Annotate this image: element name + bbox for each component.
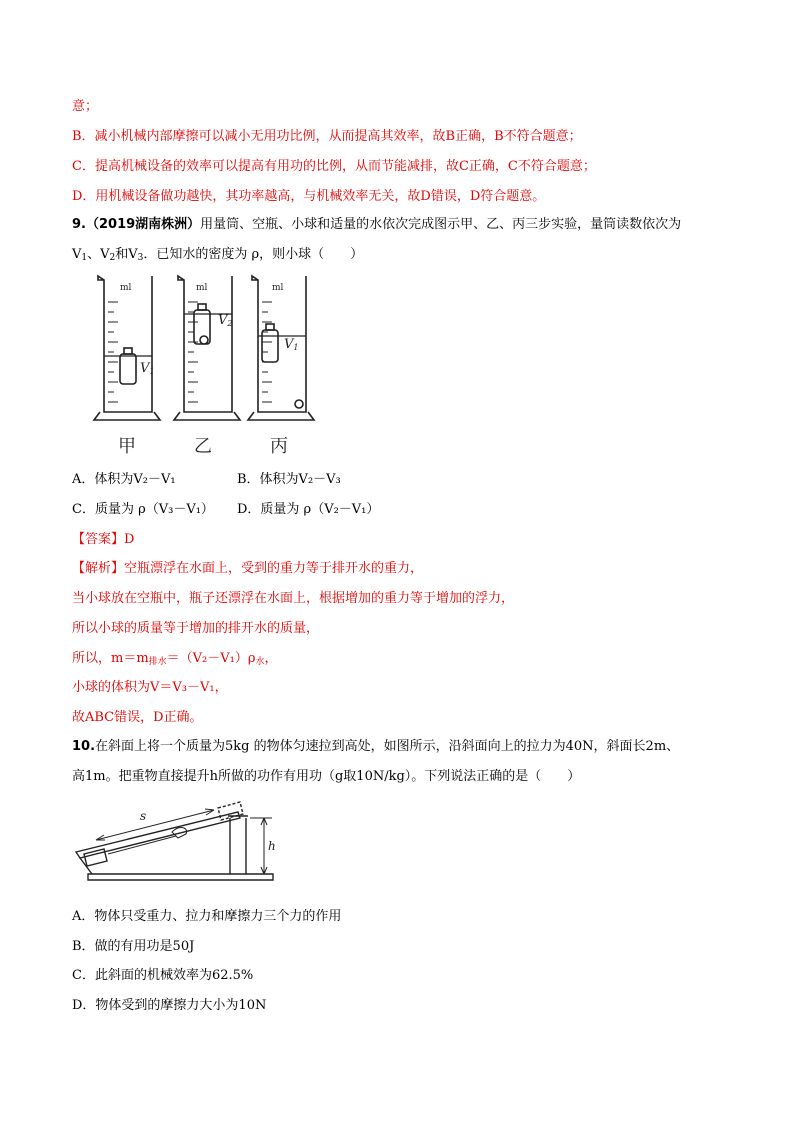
cylinder-jia (94, 276, 160, 420)
q9-option-a: A．体积为V₂－V₁ (72, 472, 176, 487)
q10-stem: 在斜面上将一个质量为5kg 的物体匀速拉到高处，如图所示，沿斜面向上的拉力为40N，斜面长2m、 (95, 739, 680, 754)
formula-part: 所以，m＝m (72, 651, 149, 666)
q9-analysis-2: 当小球放在空瓶中，瓶子还漂浮在水面上，根据增加的重力等于增加的浮力， (72, 591, 515, 606)
q9-option-c: C．质量为 ρ（V₃－V₁） (72, 502, 214, 517)
subscript: 排水 (148, 657, 167, 667)
subscript: 2 (109, 253, 116, 263)
analysis-text: 空瓶漂浮在水面上，受到的重力等于排开水的重力， (124, 561, 424, 576)
q9-stem-line1 (72, 215, 681, 235)
cylinder-yi (174, 276, 240, 420)
subscript: 水 (255, 657, 265, 667)
s-label: s (140, 809, 147, 823)
h-label: h (268, 839, 276, 853)
q9-stem: 用量筒、空瓶、小球和适量的水依次完成图示甲、乙、丙三步实验，量筒读数依次为 (200, 217, 682, 232)
q9-analysis-5: 小球的体积为V＝V₃－V₁， (72, 680, 228, 695)
label-bing: 丙 (270, 436, 288, 457)
q9-analysis-3: 所以小球的质量等于增加的排开水的质量， (72, 621, 320, 636)
q10-incline-figure (68, 792, 288, 886)
unit-label: ml (272, 283, 284, 293)
unit-label: ml (196, 283, 208, 293)
q9-number: 9. (72, 217, 86, 232)
v-symbol: 、V (87, 247, 110, 262)
v1-label: V1 (284, 337, 299, 352)
q9-analysis-4 (72, 649, 278, 669)
q9-answer (72, 530, 134, 550)
prev-analysis-tail: 意； (72, 99, 99, 114)
q9-source: （2019湖南株洲） (85, 217, 201, 232)
answer-value: D (124, 532, 135, 547)
v1-label: V1 (140, 361, 155, 376)
prev-analysis-b: B．减小机械内部摩擦可以减小无用功比例，从而提高其效率，故B正确，B不符合题意； (72, 129, 582, 144)
q10-stem-line1 (72, 737, 679, 757)
formula-part: ＝（V₂－V₁）ρ (166, 651, 256, 666)
q10-option-b: B．做的有用功是50J (72, 939, 195, 954)
q9-option-d: D．质量为 ρ（V₂－V₁） (237, 502, 380, 517)
prev-analysis-c: C．提高机械设备的效率可以提高有用功的比例，从而节能减排，故C正确，C不符合题意； (72, 159, 596, 174)
analysis-tag: 【解析】 (72, 561, 125, 576)
v-symbol: 和V (115, 247, 138, 262)
subscript: 3 (137, 253, 144, 263)
q10-stem-line2: 高1m。把重物直接提升h所做的功作有用功（g取10N/kg）。下列说法正确的是（ ） (72, 769, 581, 784)
q10-option-c: C．此斜面的机械效率为62.5% (72, 968, 254, 983)
q10-option-a: A．物体只受重力、拉力和摩擦力三个力的作用 (72, 909, 342, 924)
cylinder-bing (248, 276, 314, 420)
v-symbol: V (72, 247, 82, 262)
prev-analysis-d: D．用机械设备做功越快，其功率越高，与机械效率无关，故D错误，D符合题意。 (72, 189, 546, 204)
q9-cylinders-figure (90, 272, 350, 462)
q9-analysis-1 (72, 559, 423, 579)
q9-stem-line2 (72, 245, 363, 265)
q10-option-d: D．物体受到的摩擦力大小为10N (72, 998, 267, 1013)
q9-analysis-6: 故ABC错误，D正确。 (72, 710, 203, 725)
label-yi: 乙 (194, 436, 212, 457)
formula-part: ， (264, 651, 278, 666)
q10-number: 10. (72, 739, 96, 754)
v2-label: V2 (218, 313, 233, 328)
subscript: 1 (81, 253, 88, 263)
q9-stem-tail: ．已知水的密度为 ρ，则小球（ ） (143, 247, 364, 262)
unit-label: ml (120, 283, 132, 293)
q9-option-b: B．体积为V₂－V₃ (237, 472, 341, 487)
label-jia: 甲 (118, 436, 136, 457)
answer-tag: 【答案】 (72, 532, 125, 547)
